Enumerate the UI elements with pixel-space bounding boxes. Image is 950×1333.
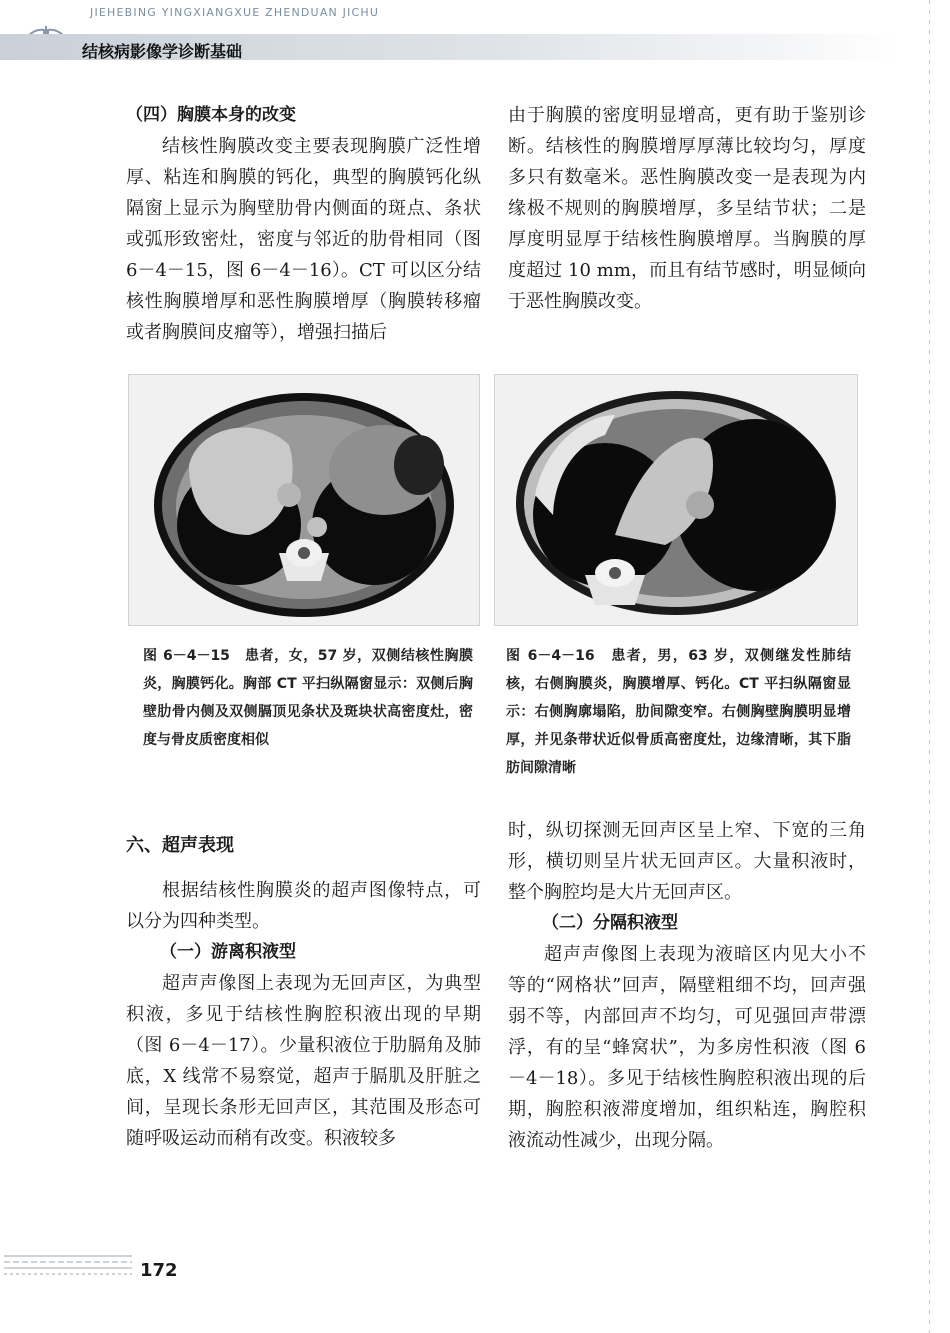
section-title-ultrasound: 六、超声表现 bbox=[126, 835, 234, 856]
paragraph-differential-diagnosis: 由于胸膜的密度明显增高，更有助于鉴别诊断。结核性的胸膜增厚厚薄比较均匀，厚度多只有数毫米。恶性胸膜改变一是表现为内缘极不规则的胸膜增厚，多呈结节状；二是厚度明显厚于结核性胸膜增厚。当胸膜的厚度超过 10 mm，而且有结节感时，明显倾向于恶性胸膜改变。 bbox=[508, 105, 866, 312]
subheading-free-effusion: （一）游离积液型 bbox=[160, 942, 296, 962]
figure-caption-6-4-16: 图 6－4－16 患者，男，63 岁，双侧继发性肺结核，右侧胸膜炎，胸膜增厚、钙化。CT 平扫纵隔窗显示：右侧胸廓塌陷，肋间隙变窄。右侧胸壁胸膜明显增厚，并见条带状近似骨质高密度灶，边缘清晰，其下脂肪间隙清晰 bbox=[506, 648, 851, 776]
page-edge-decoration bbox=[928, 0, 931, 1333]
left-column-top bbox=[126, 100, 481, 348]
figure-caption-6-4-15: 图 6－4－15 患者，女，57 岁，双侧结核性胸膜炎，胸膜钙化。胸部 CT 平扫纵隔窗显示：双侧后胸壁肋骨内侧及双侧膈顶见条状及斑块状高密度灶，密度与骨皮质密度相似 bbox=[143, 648, 473, 748]
paragraph-free-effusion: 超声声像图上表现为无回声区，为典型积液，多见于结核性胸腔积液出现的早期（图 6－4－17）。少量积液位于肋膈角及肺底，X 线常不易察觉，超声于膈肌及肝脏之间，呈现长条形无回声区，其范围及形态可随呼吸运动而稍有改变。积液较多 bbox=[126, 973, 481, 1149]
ct-image-figure-6-4-16 bbox=[494, 374, 858, 626]
footer-decoration bbox=[4, 1252, 132, 1282]
page-number: 172 bbox=[140, 1260, 178, 1281]
ct-image-figure-6-4-15 bbox=[128, 374, 480, 626]
paragraph-pleura-changes: 结核性胸膜改变主要表现胸膜广泛性增厚、粘连和胸膜的钙化，典型的胸膜钙化纵隔窗上显示为胸壁肋骨内侧面的斑点、条状或弧形致密灶，密度与邻近的肋骨相同（图 6－4－15，图 6－4－16）。CT 可以区分结核性胸膜增厚和恶性胸膜增厚（胸膜转移瘤或者胸膜间皮瘤等），增强扫描后 bbox=[126, 136, 481, 343]
header-pinyin: JIEHEBING YINGXIANGXUE ZHENDUAN JICHU bbox=[90, 6, 380, 19]
subheading-septated-effusion: （二）分隔积液型 bbox=[542, 913, 678, 933]
paragraph-ultrasound-intro: 根据结核性胸膜炎的超声图像特点，可以分为四种类型。 bbox=[126, 880, 481, 932]
right-column-top bbox=[508, 100, 866, 317]
paragraph-septated-effusion: 超声声像图上表现为液暗区内见大小不等的“网格状”回声，隔壁粗细不均，回声强弱不等，内部回声不均匀，可见强回声带漂浮，有的呈“蜂窝状”，为多房性积液（图 6－4－18）。多见于结核性胸腔积液出现的后期，胸腔积液滞度增加，组织粘连，胸腔积液流动性减少，出现分隔。 bbox=[508, 944, 866, 1151]
book-title: 结核病影像学诊断基础 bbox=[82, 42, 243, 61]
running-header bbox=[0, 0, 950, 70]
left-column-bottom bbox=[126, 830, 481, 1154]
paragraph-effusion-continued: 时，纵切探测无回声区呈上窄、下宽的三角形，横切则呈片状无回声区。大量积液时，整个胸腔均是大片无回声区。 bbox=[508, 820, 866, 903]
subheading-pleura-changes: （四）胸膜本身的改变 bbox=[126, 105, 296, 125]
right-column-bottom bbox=[508, 815, 866, 1156]
